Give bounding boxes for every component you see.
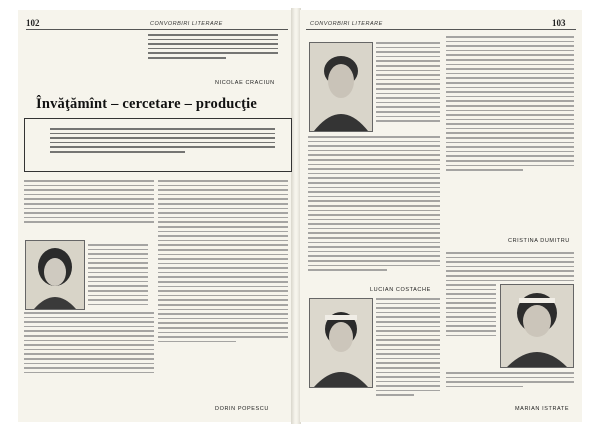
left-column-2: [158, 180, 288, 345]
running-header-left: CONVORBIRI LITERARE: [150, 21, 223, 27]
portrait-girl-left: [25, 240, 85, 310]
lead-box-text: [50, 128, 275, 156]
signature-bottom-left: DORIN POPESCU: [215, 406, 269, 412]
header-rule-right: [306, 29, 576, 30]
signature-top-left: NICOLAE CRACIUN: [215, 80, 275, 86]
signature-mid-right: LUCIAN COSTACHE: [370, 287, 431, 293]
right-column-1-bottom-beside-photo: [376, 298, 440, 399]
right-column-2-bottom: [446, 372, 574, 390]
portrait-girl-right-bottom-left: [309, 298, 373, 388]
running-header-right: CONVORBIRI LITERARE: [310, 21, 383, 27]
page-number-right: 103: [552, 18, 566, 28]
right-column-2-top: [446, 36, 574, 174]
intro-text-block: [148, 34, 278, 62]
header-rule-left: [26, 29, 288, 30]
right-column-1-mid: [308, 136, 440, 274]
page-number-left: 102: [26, 18, 40, 28]
right-column-2-beside-photo: [446, 284, 496, 339]
left-column-1-beside-photo: [88, 244, 148, 308]
portrait-girl-right-bottom-right: [500, 284, 574, 368]
portrait-boy-right-top: [309, 42, 373, 132]
left-column-1-bottom: [24, 312, 154, 376]
right-column-1-beside-photo: [376, 42, 440, 125]
signature-bottom-right: MARIAN ISTRATE: [515, 406, 570, 412]
right-column-2-mid: [446, 252, 574, 284]
left-column-1-top: [24, 180, 154, 226]
signature-right: CRISTINA DUMITRU: [508, 238, 570, 244]
article-headline: Învăţămînt – cercetare – producţie: [36, 96, 258, 112]
